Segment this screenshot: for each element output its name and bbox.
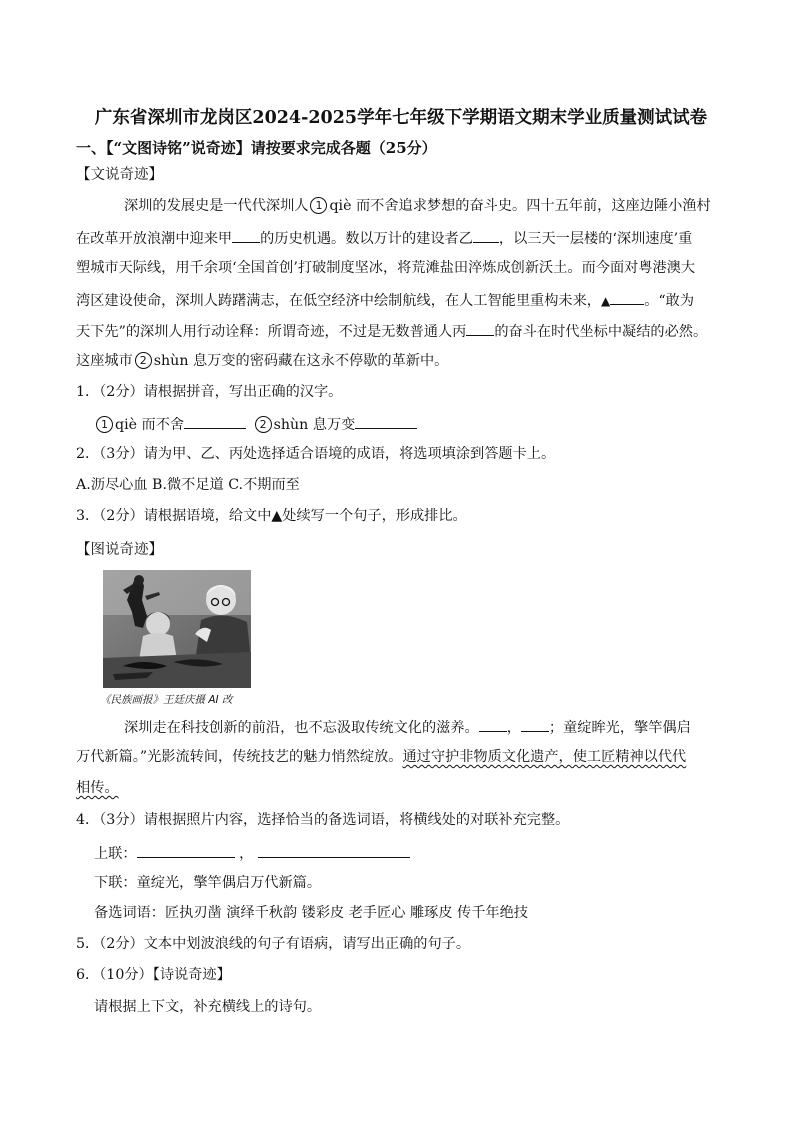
- blank-couplet-2: [521, 716, 549, 732]
- para1-line5: [76, 320, 707, 342]
- para2-line1: [124, 716, 691, 738]
- para1-l6a: 这座城市: [76, 353, 133, 369]
- upper-blank-2[interactable]: [258, 842, 410, 858]
- upper-separator: ，: [239, 846, 254, 862]
- para1-l2b: 的历史机遇。数以万计的建设者乙: [260, 231, 473, 247]
- circle-number-2: 2: [255, 416, 272, 433]
- folk-art-photo: [103, 570, 251, 688]
- para1-line6: [76, 351, 448, 371]
- wavy-sentence-part1: 通过守护非物质文化遗产，使工匠精神以代代: [402, 749, 687, 765]
- q1-item-a: qiè 而不舍: [115, 417, 185, 433]
- exam-title: 广东省深圳市龙岗区2024-2025学年七年级下学期语文期末学业质量测试试卷: [94, 108, 708, 128]
- answer-blank-1[interactable]: [184, 413, 246, 429]
- para1-l1a: 深圳的发展史是一代代深圳人: [124, 198, 309, 214]
- blank-jia: [232, 227, 260, 243]
- para1-line1: [124, 196, 711, 216]
- para2-line3: [76, 778, 119, 798]
- question-4-lower: 下联：童绽光，擎竿偶启万代新篇。: [94, 875, 322, 891]
- para1-line3: 塑城市天际线，用千余项‘全国首创’打破制度坚冰，将荒滩盐田淬炼成创新沃土。而今面对粤港澳大: [76, 260, 696, 276]
- circle-number-1: 1: [96, 416, 113, 433]
- para2-l1b: ，: [506, 720, 521, 736]
- question-4-upper: [94, 842, 410, 864]
- wavy-sentence-part2: 相传。: [76, 780, 119, 796]
- question-2: 2．（3分）请为甲、乙、丙处选择适合语境的成语，将选项填涂到答题卡上。: [76, 446, 556, 462]
- section-heading: 一、【“文图诗铭”说奇迹】请按要求完成各题（25分）: [76, 139, 437, 157]
- photo-image: [103, 570, 251, 688]
- circle-number-1: 1: [310, 197, 327, 214]
- para2-l2a: 万代新篇。”光影流转间，传统技艺的魅力悄然绽放。: [76, 749, 403, 765]
- blank-yi: [473, 227, 499, 243]
- para1-line2: [76, 227, 692, 249]
- upper-label: 上联：: [94, 846, 137, 862]
- para1-l2c: ，以三天一层楼的‘深圳速度’重: [498, 231, 693, 247]
- para1-l1b: qiè 而不舍追求梦想的奋斗史。四十五年前，这座边陲小渔村: [329, 198, 711, 214]
- triangle-marker: ▲: [600, 294, 611, 308]
- question-6-instruction: 请根据上下文，补充横线上的诗句。: [94, 999, 322, 1015]
- para2-l1a: 深圳走在科技创新的前沿，也不忘汲取传统文化的滋养。: [124, 720, 479, 736]
- question-1-blanks: [94, 413, 417, 435]
- question-4-choices: 备选词语：匠执刃凿 演绎千秋韵 镂彩皮 老手匠心 雕琢皮 传千年绝技: [94, 905, 528, 921]
- para1-l2a: 在改革开放浪潮中迎来甲: [76, 231, 233, 247]
- question-6: 6．（10分）【诗说奇迹】: [76, 967, 231, 983]
- blank-triangle: [610, 289, 644, 305]
- para2-l1c: ；童绽眸光，擎竿偶启: [548, 720, 691, 736]
- wen-header: 【文说奇迹】: [76, 167, 163, 183]
- q1-item-b: shùn 息万变: [273, 417, 356, 433]
- para1-l5a: 天下先”的深圳人用行动诠释：所谓奇迹，不过是无数普通人丙: [76, 324, 467, 340]
- question-3: 3．（2分）请根据语境，给文中▲处续写一个句子，形成排比。: [76, 508, 467, 524]
- para1-l4a: 湾区建设使命，深圳人踌躇满志，在低空经济中绘制航线，在人工智能里重构未来，: [76, 293, 601, 309]
- para1-l6b: shùn 息万变的密码藏在这永不停歇的革新中。: [153, 353, 449, 369]
- blank-bing: [466, 320, 494, 336]
- circle-number-2: 2: [135, 352, 152, 369]
- tu-header: 【图说奇迹】: [76, 542, 163, 558]
- blank-couplet-1: [479, 716, 507, 732]
- para1-l5b: 的奋斗在时代坐标中凝结的必然。: [494, 324, 708, 340]
- para1-l4b: 。“敢为: [644, 293, 695, 309]
- para1-line4: [76, 289, 694, 311]
- question-5: 5．（2分）文本中划波浪线的句子有语病，请写出正确的句子。: [76, 936, 471, 952]
- para2-line2: [76, 747, 686, 767]
- question-2-options: A.沥尽心血 B.微不足道 C.不期而至: [76, 477, 300, 493]
- upper-blank-1[interactable]: [137, 842, 235, 858]
- question-4: 4．（3分）请根据照片内容，选择恰当的备选词语，将横线处的对联补充完整。: [76, 812, 570, 828]
- question-1: 1．（2分）请根据拼音，写出正确的汉字。: [76, 384, 343, 400]
- photo-caption: 《民族画报》王廷庆摄 AI 改: [100, 694, 233, 706]
- answer-blank-2[interactable]: [355, 413, 417, 429]
